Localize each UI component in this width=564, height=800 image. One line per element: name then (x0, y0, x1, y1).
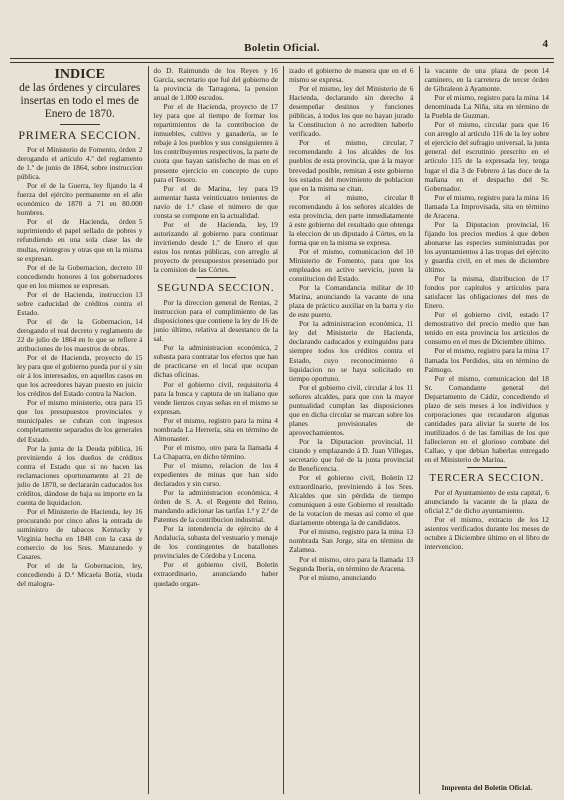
entry-page-number: 16 (541, 120, 549, 130)
index-entry (154, 560, 279, 587)
entry-text: Por el Ministerio de Fomento, órden derogando el artículo 4.º del reglamento de 1.º de junio de 1864, sobre instruccion pública. (17, 145, 143, 182)
entry-text: Por el gobierno civil, requisitoria para la busca y captura de un italiano que vende lienzos cuyas señas en el mismo se expresan. (153, 379, 278, 416)
page-number: 4 (542, 38, 548, 50)
entry-text: Por la administracion económica, órden de S. A. el Regente del Reino, mandando adicionar las tarifas 1.ª y 2.ª de Patentes de la contribucion industrial. (153, 488, 278, 525)
entry-text: Por la administracion económica, subasta para contratar los efectos que han de practicarse en el local que ocupan dichas oficinas. (153, 343, 278, 380)
entry-text: Por el mismo, otro para la llamada Segunda Iberia, en término de Aracena. (289, 554, 406, 573)
index-entry (17, 290, 143, 317)
entry-text: Por la administracion económica, ley del Ministerio de Hacienda, declarando caducados y extinguidos para siempre todos los créditos contra el Estado, cuyo reconocimiento ó liquidacion no se haya solicitado en tiempo oportuno. (289, 319, 414, 383)
entry-text: Por la junta de la Deuda pública, previniendo á los dueños de créditos contra el Estado que si no hacen las reclamaciones oportunamente al 21 de julio de 1870, se declararán caducados los créditos, dándose de baja su importe en la cuenta de liquidacion. (17, 443, 143, 507)
entry-text: Por el mismo, registro para la mina nombrada La Herrería, sita en término de Almonaster. (153, 415, 278, 443)
entry-text: Por el mismo, extracto de los asientos verificados durante los meses de octubre á Diciembre último en el libro de intervencion. (424, 515, 549, 552)
column-2 (148, 66, 284, 794)
entry-page-number: 16 (135, 506, 143, 516)
entry-page-number: 17 (541, 274, 549, 284)
entry-page-number: 12 (541, 515, 549, 525)
index-entry (425, 66, 550, 93)
index-entry (154, 343, 279, 379)
entry-page-number: 14 (135, 316, 143, 326)
index-entry (425, 193, 550, 220)
entry-text: Por el mismo, circular recomendando á los señores alcaldes de esta provincia, den parte inmediatamente á este gobierno del resultado que obtenga la eleccion de un diputado á Córtes, en la forma que en la misma se expresa. (289, 192, 414, 247)
entry-text: Por el gobierno civil, circular á los señores alcaldes, para que con la mayor puntualidad cumplan las disposiciones que en dicha circular se marcan sobre los planes provisionales de aprovechamientos. (289, 382, 414, 437)
index-entry (154, 443, 279, 461)
index-entry (17, 507, 143, 561)
index-entry (289, 84, 414, 138)
index-entry (154, 488, 279, 524)
entry-page-number: 17 (541, 346, 549, 356)
entry-text: Por el mismo, relacion de los expedientes de minas que han sido declarados y sin curso. (153, 460, 278, 489)
index-entry (17, 444, 143, 507)
header-rule (10, 58, 554, 63)
index-entry (425, 220, 550, 274)
index-entry (154, 380, 279, 416)
index-entry (154, 102, 279, 183)
section-heading-segunda: SEGUNDA SECCION. (157, 282, 275, 295)
entry-page-number: 14 (541, 93, 549, 103)
index-entry (425, 120, 550, 192)
entry-page-number: 17 (270, 102, 278, 112)
entry-text: Por el mismo, circular, recomendando á los alcaldes de los pueblos de esta provincia, que á la mayor brevedad posible, remitan á este gobierno los estados del movimiento de poblacion que en la misma se citan. (289, 138, 414, 193)
entry-text: Por el mismo, circular para que con arreglo al artículo 116 de la ley sobre el ejercicio del sufragio universal, la junta general del escrutinio prescrito en el artículo 115 de la expresada ley, tenga lugar el dia 3 de Febrero á las doce de la mañana en el despacho del Sr. Gobernador. (424, 120, 549, 193)
index-entry (425, 515, 550, 551)
index-entry (17, 561, 143, 588)
index-entry (289, 247, 414, 283)
index-entry (154, 298, 279, 343)
entry-page-number: 16 (135, 443, 143, 453)
entry-text: Por el mismo, registro para la mina llamada La Improvisada, sita en término de Aracena. (424, 192, 549, 220)
entry-text: Por el mismo, otro para la llamada La Chaparra, en dicho término. (153, 442, 272, 461)
entry-text: Por el de Marina, ley para aumentar hasta veinticuatro tenientes de navío de 1.ª clase el número de que consta se compone en la actualidad. (153, 183, 278, 220)
index-entry (425, 93, 550, 120)
entry-page-number: 6 (545, 488, 549, 498)
entry-page-number: 2 (138, 145, 143, 154)
entry-text: Por el mismo, registro para la mina denominada La Niña, sita en término de la Puebla de Guzman. (424, 93, 549, 121)
divider (60, 124, 100, 125)
entry-text: Por la direccion general de Rentas, instruccion para el cumplimiento de las disposiciones que contiene la ley de 16 de junio último, relativa al desestanco de la sal. (153, 298, 278, 344)
entry-page-number: 17 (541, 310, 549, 320)
index-entry (17, 145, 143, 181)
index-entry (289, 473, 414, 527)
entry-list (17, 145, 143, 588)
index-entry (154, 184, 279, 220)
entry-list (154, 66, 279, 274)
entry-list (425, 66, 550, 464)
index-entry (289, 437, 414, 473)
index-entry (425, 310, 550, 346)
index-entry (154, 524, 279, 560)
index-entry (425, 374, 550, 464)
entry-list (289, 66, 414, 582)
index-entry (17, 353, 143, 398)
entry-page-number: 2 (274, 343, 278, 353)
entry-text: Por el gobierno civil, Boletín extraordinario, anunciando haber quedado organ- (153, 560, 278, 588)
entry-page-number: 13 (406, 527, 414, 537)
entry-page-number: 8 (409, 192, 414, 202)
entry-text: Por el mismo, anunciando (299, 572, 377, 582)
index-entry (425, 274, 550, 310)
entry-text: Por el de Hacienda, ley, autorizando al gobierno para continuar invirtiendo desde 1.º de Enero el que estos los rentas públicas, con arreglo al proyecto de presupuestos presentado por la comision de las Córtes. (153, 219, 278, 275)
entry-text: Por el de Hacienda, instruccion sobre caducidad de créditos contra el Estado. (17, 289, 143, 317)
entry-text: Por el mismo ministerio, otra para que los presupuestos provinciales y municipales se cubran con ingresos completamente separados de los generales del Estado. (17, 398, 143, 444)
entry-text: izado el gobierno de manera que en el mismo se expresa. (289, 66, 407, 85)
entry-page-number: 6 (409, 66, 414, 75)
entry-text: Por el mismo, registro para la mina nombrada San Jorge, sita en término de Zalamea. (289, 527, 414, 555)
columns (12, 66, 554, 794)
divider (467, 467, 507, 468)
entry-text: Por la Diputacion provincial, fijando los precios medios á que deben abonarse las especies suministradas por los ayuntamientos á las tropas del ejército y guardia civil, en el mes de diciembre último. (424, 219, 549, 275)
entry-text: la vacante de una plaza de peon caminero, en la carretera de tercer órden de Gibraleon á Ayamonte. (424, 66, 549, 94)
entry-page-number: 11 (406, 319, 414, 329)
entry-list (154, 298, 279, 588)
entry-text: do D. Raimundo de los Reyes y García, secretario que fué del gobierno de la provincia de Tarragona, la pension anual de 1.000 escudos. (153, 66, 278, 103)
entry-page-number: 12 (406, 473, 414, 483)
index-entry (289, 555, 414, 573)
entry-page-number: 16 (270, 66, 278, 75)
entry-page-number: 10 (406, 283, 414, 293)
entry-page-number: 11 (406, 382, 414, 392)
divider (196, 277, 236, 278)
index-entry (17, 398, 143, 443)
entry-text: Por el gobierno civil, Boletín extraordinario, previniendo á los Sres. Alcaldes que sin pérdida de tiempo comuniquen á este Gobierno el resultado de la votacion de mesas así como el que diariamente obtenga la de candidatos. (289, 473, 414, 528)
entry-page-number: 4 (274, 488, 278, 498)
index-entry (425, 346, 550, 373)
index-entry (17, 181, 143, 217)
entry-page-number: 7 (409, 138, 414, 148)
index-entry (289, 573, 414, 582)
entry-text: Por el de Hacienda, órden suprimiendo el papel sellado de pobres y refundiendo en una sola clase las de multas, reintegros y otras que en la misma se expresan. (17, 217, 143, 263)
entry-text: Por la Diputacion provincial, citando y emplazando á D. Juan Villegas, secretario que fué de la junta provincial de Beneficencia. (289, 436, 414, 474)
section-heading-primera: PRIMERA SECCION. (18, 128, 142, 142)
entry-text: Por la intendencia de ejército de Andalucía, subasta del vestuario y menaje de los contingentes de batallones provinciales de Córdoba y Lucena. (153, 524, 278, 561)
column-4 (419, 66, 555, 794)
index-entry (289, 138, 414, 192)
entry-page-number: 2 (274, 298, 278, 308)
entry-page-number: 13 (135, 289, 143, 299)
entry-page-number: 14 (541, 66, 549, 75)
entry-text: Por el de la Gobernacion, decreto concediendo honores á los gobernadores que en los mismos se expresan. (17, 262, 143, 290)
entry-page-number: 10 (135, 262, 143, 272)
index-entry (17, 217, 143, 262)
index-entry (289, 193, 414, 247)
index-entry (154, 220, 279, 274)
entry-page-number: 15 (135, 398, 143, 408)
entry-text: Por el de la Gobernacion, ley, concediendo á D.ª Micaela Botia, viuda del malogra- (17, 561, 143, 589)
index-entry (289, 383, 414, 437)
entry-page-number: 16 (541, 192, 549, 202)
entry-page-number: 4 (138, 181, 143, 191)
entry-text: Por el mismo, comunicacion del Sr. Comandante general del Departamento de Cádiz, concediendo el plazo de seis meses á los individuos y corporaciones que recaudaron algunas cantidades para aliviar la suerte de los inutilizados ó de las familias de los que fallecieron en el glorioso combate del Callao, y que debian haberlas entregado en el Ministerio de Marina. (424, 373, 549, 465)
entry-page-number: 11 (406, 436, 414, 446)
entry-page-number: 13 (406, 554, 414, 564)
entry-text: Por el de la Guerra, ley fijando la fuerza del ejército permanente en el año económico de 1870 á 71 en 80.000 hombres. (17, 181, 143, 218)
page-title: Boletin Oficial. (244, 42, 320, 54)
entry-page-number: 6 (409, 84, 414, 94)
entry-page-number: 19 (270, 219, 278, 229)
entry-text: Por el de Hacienda, proyecto de ley para que al tiempo de formar los repartimientos de la contribucion de inmuebles, cultivo y ganadería, se le rebaje á los pueblos y sus consiguientes á los contribuyentes respectivos, la parte de cuota que hayan satisfecho de mas en el presente ejercicio en concepto de cupo para el Tesoro. (153, 102, 278, 184)
entry-page-number: 15 (135, 353, 143, 363)
index-entry (289, 66, 414, 84)
entry-text: Por el mismo, ley del Ministerio de Hacienda, declarando sin derecho á desempeñar destinos y funciones públicas, á todos los que no hayan jurado la Constitucion ó no acrediten haberlo verificado. (289, 84, 414, 139)
entry-text: Por el Ministerio de Hacienda, ley procurando por cinco años la entrada de suministro de tabacos Kentucky y Virginia hecha en 1848 con la casa de comercio de los Sres. Manzanedo y Casares. (17, 506, 143, 562)
index-entry (289, 319, 414, 382)
entry-text: Por la misma, distribucion de fondos por capítulos y artículos para satisfacer las obligaciones del mes de Enero. (424, 274, 549, 311)
entry-page-number: 18 (541, 373, 549, 383)
entry-text: Por el mismo, comunicacion del Ministerio de Fomento, para que los empleados en activo servicio, juren la constitucion del Estado. (289, 246, 414, 284)
entry-text: Por el gobierno civil, estado demostrativo del precio medio que han tenido en esta provincia los artículos de consumo en el mes de Diciembre último. (424, 310, 549, 347)
index-title: INDICE (54, 67, 106, 82)
section-heading-tercera: TERCERA SECCION. (429, 472, 545, 485)
index-subtitle: de las órdenes y circulares insertas en todo el mes de Enero de 1870. (19, 82, 141, 120)
entry-page-number: 19 (270, 183, 278, 193)
index-entry (154, 66, 279, 102)
column-3 (283, 66, 419, 794)
entry-text: Por la Comandancia militar de Marina, anunciando la vacante de una plaza de práctico auxiliar en la barra y rio de este puerto. (289, 283, 414, 320)
entry-text: Por el Ayuntamiento de esta capital, anunciando la vacante de la plaza de oficial 2.º de dicho ayuntamiento. (424, 488, 549, 516)
index-entry (17, 263, 143, 290)
entry-page-number: 4 (274, 379, 278, 389)
index-entry (17, 317, 143, 353)
entry-page-number: 10 (406, 246, 414, 256)
entry-list (425, 488, 550, 551)
index-entry (289, 527, 414, 554)
entry-text: Por el mismo, registro para la mina llamada los Perdidos, sita en término de Paimogo. (424, 346, 549, 374)
imprint: Imprenta del Boletin Oficial. (441, 782, 533, 792)
index-entry (154, 416, 279, 443)
entry-page-number: 4 (274, 524, 278, 534)
entry-page-number: 4 (274, 415, 278, 425)
page-header (0, 38, 564, 56)
entry-page-number: 4 (274, 442, 278, 452)
entry-text: Por el de la Gobernacion, derogando el real decreto y reglamento de 22 de julio de 1864 en lo que se refiere á atribuciones de los maestros de obras. (17, 316, 143, 354)
index-entry (289, 283, 414, 319)
entry-text: Por el de Hacienda, proyecto de ley para que el gobierno pueda por sí y sin oir á los interesados, en aquellos casos en que los acreedores hayan puesto en juicio los créditos del Estado contra la Nacion. (17, 353, 143, 399)
entry-page-number: 5 (138, 217, 143, 227)
index-entry (154, 461, 279, 488)
entry-page-number: 16 (541, 219, 549, 229)
column-1 (12, 66, 148, 794)
entry-page-number: 4 (274, 460, 278, 470)
index-entry (425, 488, 550, 515)
